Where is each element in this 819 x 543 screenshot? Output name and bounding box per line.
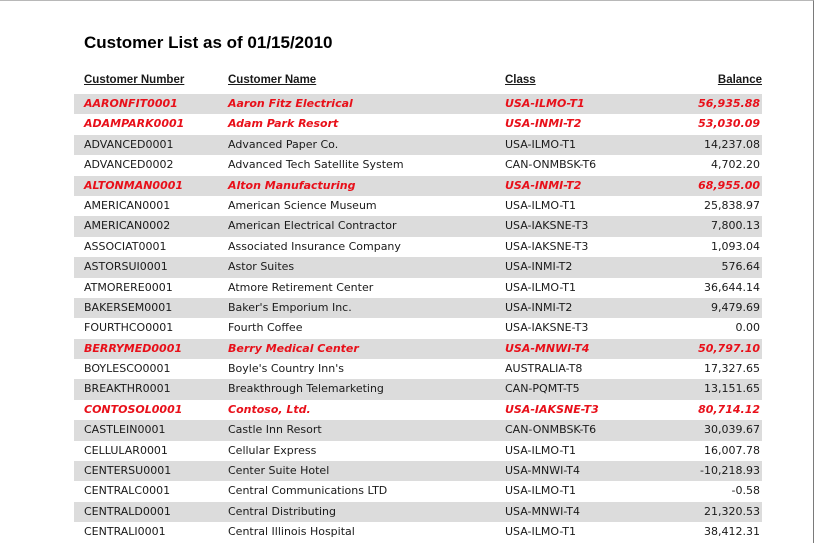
- customer-number-cell: ADAMPARK0001: [84, 117, 185, 131]
- table-row: [74, 237, 762, 257]
- table-row: [74, 400, 762, 420]
- table-row: [74, 155, 762, 175]
- class-cell: USA-ILMO-T1: [505, 97, 585, 110]
- class-cell: USA-IAKSNE-T3: [505, 239, 589, 253]
- customer-number-cell: ALTONMAN0001: [84, 178, 184, 192]
- customer-number-cell: ATMORERE0001: [84, 280, 173, 294]
- customer-name-cell: Berry Medical Center: [228, 341, 359, 355]
- class-cell: USA-ILMO-T1: [505, 137, 576, 151]
- class-cell: USA-ILMO-T1: [505, 443, 576, 457]
- balance-cell: 21,320.53: [704, 504, 760, 518]
- table-row: [74, 379, 762, 399]
- customer-number-cell: CENTRALC0001: [84, 484, 171, 498]
- balance-cell: 14,237.08: [704, 137, 760, 151]
- customer-number-cell: AARONFIT0001: [84, 97, 178, 110]
- customer-table-body: [74, 94, 762, 543]
- table-row: [74, 318, 762, 338]
- table-row: [74, 114, 762, 134]
- class-cell: CAN-PQMT-T5: [505, 382, 580, 396]
- customer-number-cell: BREAKTHR0001: [84, 382, 171, 396]
- balance-cell: 16,007.78: [704, 443, 760, 457]
- balance-cell: 25,838.97: [704, 198, 760, 212]
- table-row: [74, 298, 762, 318]
- customer-name-cell: Astor Suites: [228, 260, 295, 274]
- customer-number-cell: BERRYMED0001: [84, 341, 183, 355]
- balance-cell: 36,644.14: [704, 280, 760, 294]
- class-cell: AUSTRALIA-T8: [505, 362, 583, 376]
- balance-cell: 1,093.04: [711, 239, 760, 253]
- customer-name-cell: Cellular Express: [228, 443, 317, 457]
- table-row: [74, 420, 762, 440]
- class-cell: CAN-ONMBSK-T6: [505, 158, 597, 172]
- customer-name-cell: Central Distributing: [228, 504, 336, 518]
- customer-number-cell: ADVANCED0001: [84, 137, 174, 151]
- customer-name-cell: Baker's Emporium Inc.: [228, 300, 352, 314]
- balance-cell: 7,800.13: [711, 219, 760, 233]
- customer-name-cell: Atmore Retirement Center: [228, 280, 374, 294]
- balance-cell: 9,479.69: [711, 300, 760, 314]
- class-cell: USA-MNWI-T4: [505, 464, 581, 478]
- table-row: [74, 278, 762, 298]
- balance-cell: -0.58: [731, 484, 760, 498]
- customer-name-cell: Advanced Paper Co.: [228, 137, 339, 151]
- class-cell: USA-ILMO-T1: [505, 280, 576, 294]
- class-cell: USA-IAKSNE-T3: [505, 219, 589, 233]
- customer-number-cell: CENTRALD0001: [84, 504, 171, 518]
- customer-name-cell: Alton Manufacturing: [228, 178, 356, 192]
- balance-cell: 4,702.20: [711, 158, 760, 172]
- table-row: [74, 359, 762, 379]
- class-cell: USA-INMI-T2: [505, 300, 573, 314]
- customer-name-cell: Contoso, Ltd.: [228, 402, 311, 416]
- class-cell: USA-ILMO-T1: [505, 484, 576, 498]
- customer-number-cell: CENTERSU0001: [84, 464, 172, 478]
- class-cell: USA-ILMO-T1: [505, 198, 576, 212]
- customer-name-cell: Center Suite Hotel: [228, 464, 330, 478]
- class-cell: USA-MNWI-T4: [505, 504, 581, 518]
- table-row: [74, 94, 762, 114]
- customer-number-cell: CASTLEIN0001: [84, 423, 166, 437]
- table-row: [74, 441, 762, 461]
- table-row: [74, 216, 762, 236]
- column-header-customer-number: Customer Number: [84, 74, 185, 86]
- customer-name-cell: Central Illinois Hospital: [228, 525, 355, 539]
- customer-name-cell: American Science Museum: [228, 198, 377, 212]
- customer-name-cell: Castle Inn Resort: [228, 423, 322, 437]
- class-cell: USA-INMI-T2: [505, 117, 582, 131]
- customer-name-cell: Central Communications LTD: [228, 484, 388, 498]
- balance-cell: 80,714.12: [698, 402, 760, 416]
- balance-cell: 30,039.67: [704, 423, 760, 437]
- customer-number-cell: BOYLESCO0001: [84, 362, 171, 376]
- class-cell: USA-IAKSNE-T3: [505, 402, 599, 416]
- customer-number-cell: CONTOSOL0001: [84, 402, 183, 416]
- balance-cell: -10,218.93: [700, 464, 760, 478]
- column-header-row: [0, 74, 814, 90]
- class-cell: USA-INMI-T2: [505, 260, 573, 274]
- table-row: [74, 339, 762, 359]
- customer-name-cell: Associated Insurance Company: [228, 239, 401, 253]
- table-row: [74, 461, 762, 481]
- customer-number-cell: CENTRALI0001: [84, 525, 166, 539]
- customer-number-cell: AMERICAN0002: [84, 219, 171, 233]
- customer-number-cell: AMERICAN0001: [84, 198, 171, 212]
- balance-cell: 576.64: [721, 260, 760, 274]
- customer-name-cell: Fourth Coffee: [228, 321, 303, 335]
- column-header-customer-name: Customer Name: [228, 74, 317, 86]
- customer-number-cell: CELLULAR0001: [84, 443, 168, 457]
- table-row: [74, 481, 762, 501]
- class-cell: USA-MNWI-T4: [505, 341, 590, 355]
- customer-name-cell: American Electrical Contractor: [228, 219, 397, 233]
- column-header-class: Class: [505, 74, 536, 86]
- table-row: [74, 522, 762, 542]
- balance-cell: 50,797.10: [698, 341, 760, 355]
- balance-cell: 17,327.65: [704, 362, 760, 376]
- customer-name-cell: Advanced Tech Satellite System: [228, 158, 404, 172]
- table-row: [74, 135, 762, 155]
- balance-cell: 53,030.09: [698, 117, 760, 131]
- table-row: [74, 176, 762, 196]
- customer-number-cell: ADVANCED0002: [84, 158, 174, 172]
- customer-name-cell: Breakthrough Telemarketing: [228, 382, 384, 396]
- table-row: [74, 502, 762, 522]
- class-cell: USA-INMI-T2: [505, 178, 582, 192]
- class-cell: CAN-ONMBSK-T6: [505, 423, 597, 437]
- customer-number-cell: BAKERSEM0001: [84, 300, 173, 314]
- balance-cell: 0.00: [735, 321, 760, 335]
- table-row: [74, 196, 762, 216]
- customer-name-cell: Aaron Fitz Electrical: [228, 97, 353, 110]
- customer-number-cell: FOURTHCO0001: [84, 321, 174, 335]
- table-row: [74, 257, 762, 277]
- class-cell: USA-IAKSNE-T3: [505, 321, 589, 335]
- customer-number-cell: ASTORSUI0001: [84, 260, 168, 274]
- customer-number-cell: ASSOCIAT0001: [84, 239, 167, 253]
- balance-cell: 56,935.88: [698, 97, 760, 110]
- column-header-balance: Balance: [717, 74, 762, 86]
- balance-cell: 13,151.65: [704, 382, 760, 396]
- customer-name-cell: Boyle's Country Inn's: [228, 362, 344, 376]
- class-cell: USA-ILMO-T1: [505, 525, 576, 539]
- customer-name-cell: Adam Park Resort: [228, 117, 339, 131]
- report-title: Customer List as of 01/15/2010: [84, 33, 333, 52]
- balance-cell: 68,955.00: [698, 178, 760, 192]
- balance-cell: 38,412.31: [704, 525, 760, 539]
